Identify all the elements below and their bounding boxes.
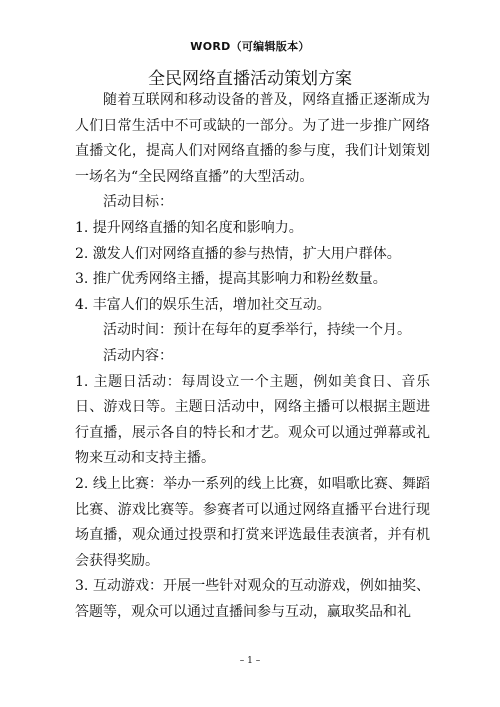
section-heading-content: 活动内容： <box>103 347 173 364</box>
intro-paragraph: 随着互联网和移动设备的普及，网络直播正逐渐成为人们日常生活中不可或缺的一部分。为了进一步推广网络直播文化，提高人们对网络直播的参与度，我们计划策划一场名为“全民网络直播”的大型活动。 <box>75 92 430 185</box>
goal-item: 3. 推广优秀网络主播，提高其影响力和粉丝数量。 <box>75 271 387 288</box>
content-item: 1. 主题日活动：每周设立一个主题，例如美食日、音乐日、游戏日等。主题日活动中，网络主播可以根据主题进行直播，展示各自的特长和才艺。观众可以通过弹幕或礼物来互动和支持主播。 <box>75 373 430 467</box>
activity-time-paragraph: 活动时间：预计在每年的夏季举行，持续一个月。 <box>103 322 411 339</box>
goal-item: 4. 丰富人们的娱乐生活，增加社交互动。 <box>75 296 331 313</box>
content-item: 3. 互动游戏：开展一些针对观众的互动游戏，例如抽奖、答题等，观众可以通过直播间参与互动，赢取奖品和礼 <box>75 578 430 620</box>
page-number: – 1 – <box>239 656 261 666</box>
page-header: WORD（可编辑版本） <box>190 40 310 53</box>
section-heading-goals: 活动目标： <box>103 194 173 211</box>
goal-item: 1. 提升网络直播的知名度和影响力。 <box>75 219 303 236</box>
document-body <box>75 88 430 625</box>
content-item: 2. 线上比赛：举办一系列的线上比赛，如唱歌比赛、舞蹈比赛、游戏比赛等。参赛者可以通过网络直播平台进行现场直播，观众通过投票和打赏来评选最佳表演者，并有机会获得奖励。 <box>75 475 430 569</box>
document-title: 全民网络直播活动策划方案 <box>148 69 352 89</box>
goal-item: 2. 激发人们对网络直播的参与热情，扩大用户群体。 <box>75 245 401 262</box>
